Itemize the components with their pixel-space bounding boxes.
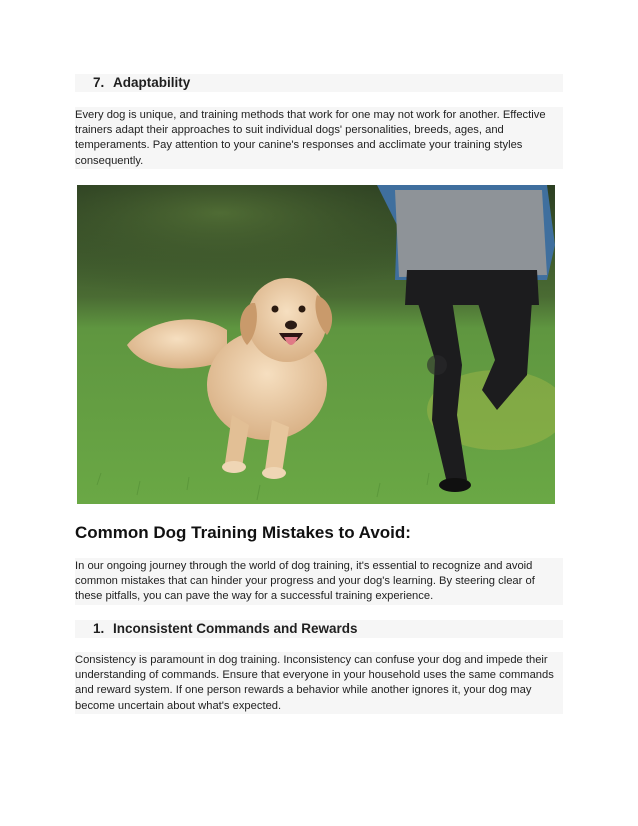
heading-text: Adaptability — [113, 75, 191, 90]
photo-illustration — [77, 185, 555, 504]
heading-inconsistent-commands — [75, 620, 563, 638]
paragraph-adaptability: Every dog is unique, and training methods that work for one may not work for another. Effective trainers adapt their approaches to suit individual dogs' personalities, breeds, ages, and temperaments. Pay attention to your canine's responses and acclimate your training styles consequently. — [75, 107, 563, 169]
heading-common-mistakes: Common Dog Training Mistakes to Avoid: — [75, 523, 411, 542]
heading-number: 1. — [93, 621, 105, 636]
heading-adaptability — [75, 74, 563, 92]
dog-running-photo — [77, 185, 555, 504]
heading-number: 7. — [93, 75, 105, 90]
paragraph-inconsistent: Consistency is paramount in dog training. Inconsistency can confuse your dog and impede their understanding of commands. Ensure that everyone in your household uses the same commands and reward system. If one person rewards a behavior while another ignores it, your dog may become uncertain about what's expected. — [75, 652, 563, 714]
paragraph-mistakes-intro: In our ongoing journey through the world of dog training, it's essential to recognize and avoid common mistakes that can hinder your progress and your dog's learning. By steering clear of these pitfalls, you can pave the way for a successful training experience. — [75, 558, 563, 605]
heading-text: Inconsistent Commands and Rewards — [113, 621, 358, 636]
